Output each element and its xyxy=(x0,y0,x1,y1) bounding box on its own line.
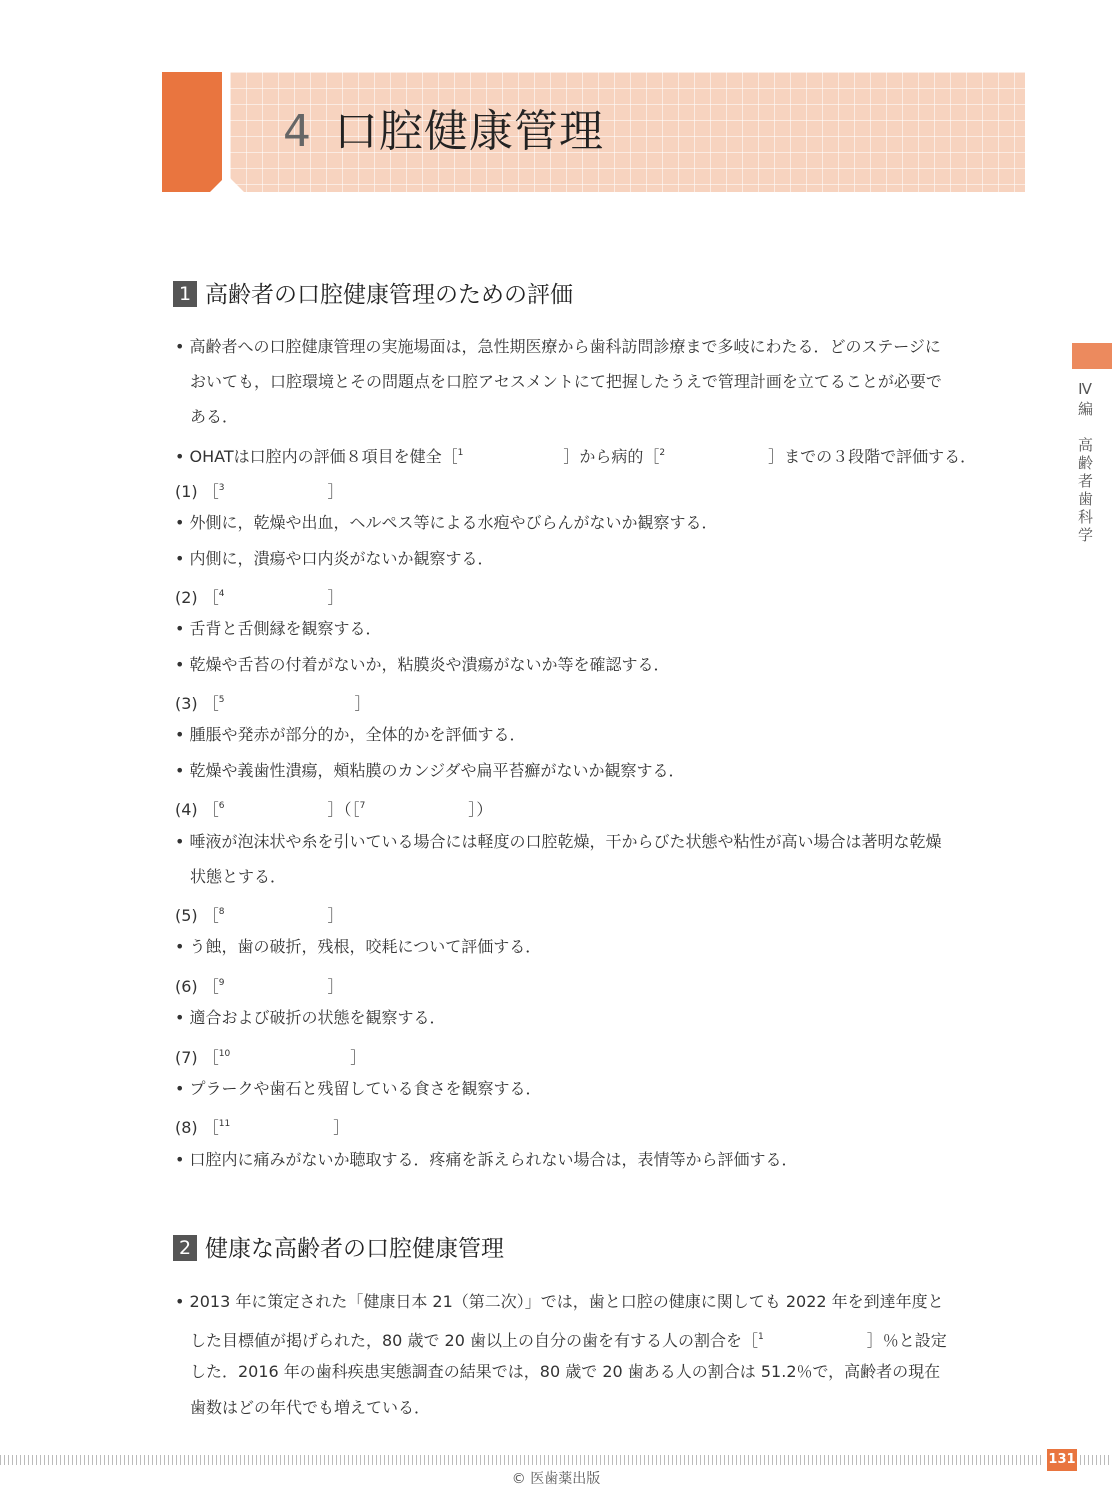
bullet-line: • 口腔内に痛みがないか聴取する．疼痛を訴えられない場合は，表情等から評価する． xyxy=(175,1150,798,1169)
item-heading xyxy=(175,1041,366,1067)
blank-number: 4 xyxy=(218,589,225,599)
item-heading xyxy=(175,687,371,713)
item-number: (7) xyxy=(175,1048,198,1067)
blank-number: 1 xyxy=(757,1332,764,1342)
ohat-text-b: ］から病的［ xyxy=(563,447,660,466)
side-tab-label xyxy=(1072,380,1096,545)
blank-number: 1 xyxy=(457,448,464,458)
blank-number: 11 xyxy=(218,1119,231,1129)
bracket-open: ［ xyxy=(202,482,219,501)
item-number: (6) xyxy=(175,977,198,996)
side-tab-part: Ⅳ編 xyxy=(1076,380,1094,419)
bracket-close: ］ xyxy=(333,1118,350,1137)
bracket-close: ］ xyxy=(468,800,477,819)
body-text-a: した目標値が掲げられた，80 歳で 20 歯以上の自分の歯を有する人の割合を［ xyxy=(190,1331,758,1350)
bracket-close: ］ xyxy=(350,1048,367,1067)
item-number: (5) xyxy=(175,906,198,925)
paren-close: ） xyxy=(476,800,493,819)
body-line: • 2013 年に策定された「健康日本 21（第二次）」では，歯と口腔の健康に関しても 2022 年を到達年度と xyxy=(175,1292,944,1311)
chapter-title-text: 口腔健康管理 xyxy=(334,106,604,157)
item-heading xyxy=(175,899,344,925)
bracket-close: ］ xyxy=(327,800,344,819)
blank-number: 3 xyxy=(218,483,225,493)
blank-number: 5 xyxy=(218,695,225,705)
bracket-close: ］ xyxy=(354,694,371,713)
bullet-line: • 乾燥や義歯性潰瘍，頰粘膜のカンジダや扁平苔癬がないか観察する． xyxy=(175,761,685,780)
footer-tick-bar xyxy=(0,1455,1044,1465)
blank-number: 9 xyxy=(218,978,225,988)
body-line xyxy=(190,1324,947,1350)
bracket-close: ］ xyxy=(327,482,344,501)
bracket-open: ［ xyxy=(202,588,219,607)
body-text-b: ］％と設定 xyxy=(866,1331,947,1350)
body-line: ある． xyxy=(190,407,239,426)
bracket-open: ［ xyxy=(202,800,219,819)
section-number-badge: 2 xyxy=(173,1235,197,1261)
side-tab-subject: 高齢者歯科学 xyxy=(1076,437,1094,545)
chapter-title xyxy=(283,100,604,164)
bracket-open: ［ xyxy=(351,800,360,819)
section-title: 健康な高齢者の口腔健康管理 xyxy=(205,1236,504,1262)
bracket-close: ］ xyxy=(327,906,344,925)
bullet-line: • 外側に，乾燥や出血，ヘルペス等による水疱やびらんがないか観察する． xyxy=(175,513,718,532)
blank-number: 8 xyxy=(218,907,225,917)
section-title: 高齢者の口腔健康管理のための評価 xyxy=(205,282,573,308)
paren-open: （ xyxy=(343,800,352,819)
bullet-line: • 適合および破折の状態を観察する． xyxy=(175,1008,446,1027)
item-number: (8) xyxy=(175,1118,198,1137)
item-number: (4) xyxy=(175,800,198,819)
blank-number: 2 xyxy=(659,448,666,458)
publisher-credit: © 医歯薬出版 xyxy=(511,1471,601,1487)
bullet-line: • 舌背と舌側縁を観察する． xyxy=(175,619,382,638)
item-number: (2) xyxy=(175,588,198,607)
item-number: (3) xyxy=(175,694,198,713)
bracket-open: ［ xyxy=(202,1118,219,1137)
blank-number: 7 xyxy=(359,801,366,811)
section-heading-2 xyxy=(173,1234,504,1264)
ohat-line xyxy=(175,440,976,466)
body-line: • 高齢者への口腔健康管理の実施場面は，急性期医療から歯科訪問診療まで多岐にわたる．どのステージに xyxy=(175,337,941,356)
chapter-bar-notch xyxy=(210,178,224,192)
ohat-text-c: ］までの３段階で評価する． xyxy=(768,447,977,466)
bullet-line: • 内側に，潰瘍や口内炎がないか観察する． xyxy=(175,549,494,568)
side-tab-marker xyxy=(1072,343,1112,369)
bullet-line: • う蝕，歯の破折，残根，咬耗について評価する． xyxy=(175,937,542,956)
bullet-line: • 腫脹や発赤が部分的か，全体的かを評価する． xyxy=(175,725,526,744)
chapter-accent-bar xyxy=(162,72,222,192)
footer-tick-bar-right xyxy=(1080,1455,1112,1465)
item-heading xyxy=(175,1111,349,1137)
bracket-open: ［ xyxy=(202,694,219,713)
item-heading xyxy=(175,970,344,996)
item-heading xyxy=(175,581,344,607)
chapter-panel-notch xyxy=(230,178,244,192)
body-line: おいても，口腔環境とその問題点を口腔アセスメントにて把握したうえで管理計画を立てることが必要で xyxy=(190,372,942,391)
bracket-close: ］ xyxy=(327,977,344,996)
bullet-line: • 乾燥や舌苔の付着がないか，粘膜炎や潰瘍がないか等を確認する． xyxy=(175,655,670,674)
item-number: (1) xyxy=(175,482,198,501)
bullet-line: 状態とする． xyxy=(190,867,287,886)
section-heading-1 xyxy=(173,280,573,310)
section-number-badge: 1 xyxy=(173,281,197,307)
bracket-close: ］ xyxy=(327,588,344,607)
blank-number: 10 xyxy=(218,1049,231,1059)
body-line: 歯数はどの年代でも増えている． xyxy=(190,1398,431,1417)
blank-number: 6 xyxy=(218,801,225,811)
bracket-open: ［ xyxy=(202,906,219,925)
bullet-line: • プラークや歯石と残留している食さを観察する． xyxy=(175,1079,542,1098)
bracket-open: ［ xyxy=(202,977,219,996)
page-number: 131 xyxy=(1047,1449,1077,1471)
item-heading xyxy=(175,793,492,819)
chapter-number: 4 xyxy=(283,106,312,157)
item-heading xyxy=(175,475,344,501)
bracket-open: ［ xyxy=(202,1048,219,1067)
body-line: した．2016 年の歯科疾患実態調査の結果では，80 歳で 20 歯ある人の割合は 51.2％で，高齢者の現在 xyxy=(190,1362,941,1381)
bullet-line: • 唾液が泡沫状や糸を引いている場合には軽度の口腔乾燥，干からびた状態や粘性が高い場合は著明な乾燥 xyxy=(175,832,942,851)
ohat-text-a: • OHATは口腔内の評価８項目を健全［ xyxy=(175,447,458,466)
